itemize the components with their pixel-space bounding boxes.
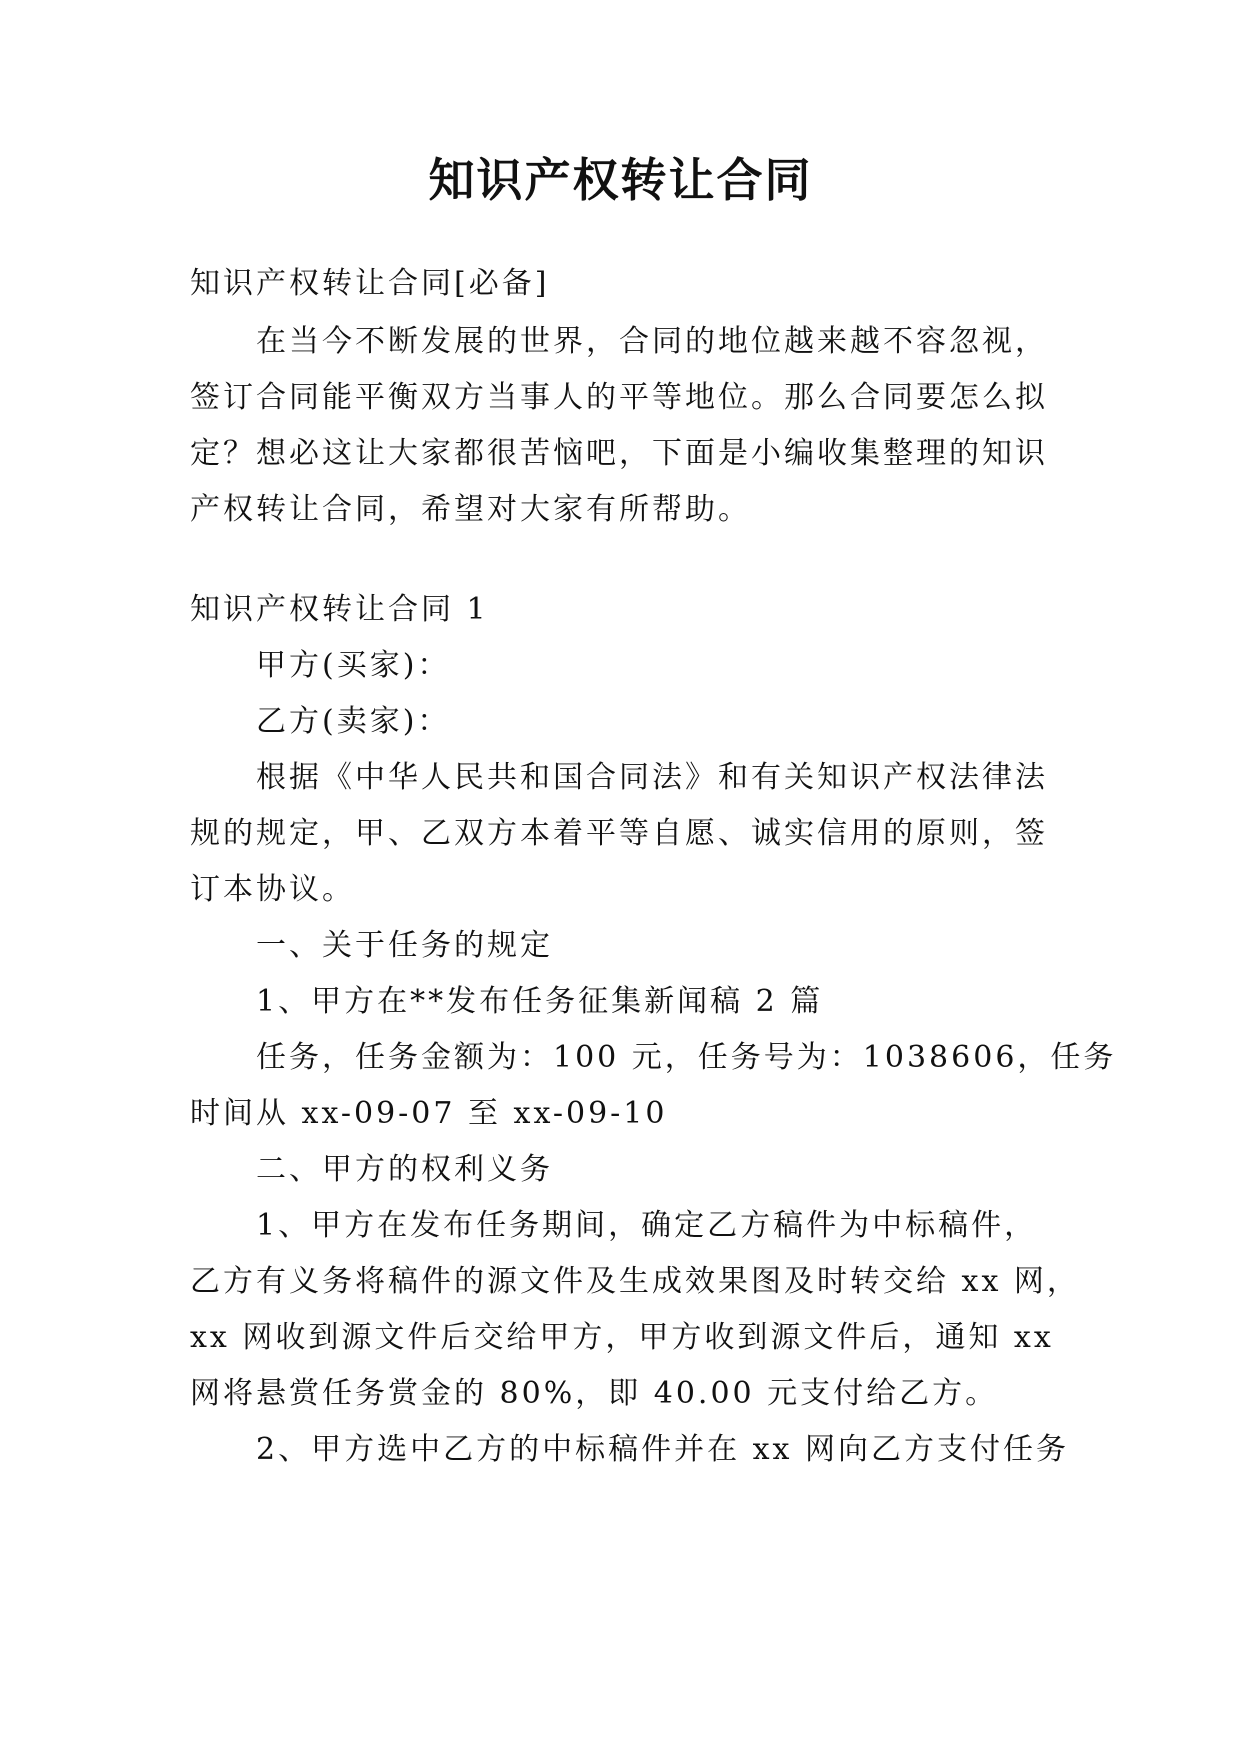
section-heading: 知识产权转让合同 1: [190, 592, 489, 627]
task-line-2: 时间从 xx-09-07 至 xx-09-10: [190, 1096, 668, 1131]
clause-1-item-1: 1、甲方在**发布任务征集新闻稿 2 篇: [256, 984, 824, 1019]
clause-2-item-1-line-3: xx 网收到源文件后交给甲方，甲方收到源文件后，通知 xx: [190, 1320, 1054, 1355]
intro-line-1: 在当今不断发展的世界，合同的地位越来越不容忽视，: [256, 324, 1048, 359]
intro-line-4: 产权转让合同，希望对大家有所帮助。: [190, 492, 751, 527]
clause-2-item-1-line-4: 网将悬赏任务赏金的 80%，即 40.00 元支付给乙方。: [190, 1376, 999, 1411]
clause-1-heading: 一、关于任务的规定: [256, 928, 553, 963]
clause-2-item-1-line-2: 乙方有义务将稿件的源文件及生成效果图及时转交给 xx 网，: [190, 1264, 1080, 1299]
task-line-1: 任务，任务金额为：100 元，任务号为：1038606，任务: [256, 1040, 1117, 1075]
clause-2-item-1-line-1: 1、甲方在发布任务期间，确定乙方稿件为中标稿件，: [256, 1208, 1038, 1243]
clause-2-item-2-line-1: 2、甲方选中乙方的中标稿件并在 xx 网向乙方支付任务: [256, 1432, 1069, 1467]
document-subtitle: 知识产权转让合同[必备]: [190, 266, 550, 301]
document-title: 知识产权转让合同: [428, 153, 813, 207]
intro-line-2: 签订合同能平衡双方当事人的平等地位。那么合同要怎么拟: [190, 380, 1048, 415]
basis-line-2: 规的规定，甲、乙双方本着平等自愿、诚实信用的原则，签: [190, 816, 1048, 851]
intro-line-3: 定？想必这让大家都很苦恼吧，下面是小编收集整理的知识: [190, 436, 1048, 471]
basis-line-3: 订本协议。: [190, 872, 355, 907]
basis-line-1: 根据《中华人民共和国合同法》和有关知识产权法律法: [256, 760, 1048, 795]
clause-2-heading: 二、甲方的权利义务: [256, 1152, 553, 1187]
party-b-label: 乙方(卖家)：: [256, 704, 451, 739]
party-a-label: 甲方(买家)：: [256, 648, 451, 683]
